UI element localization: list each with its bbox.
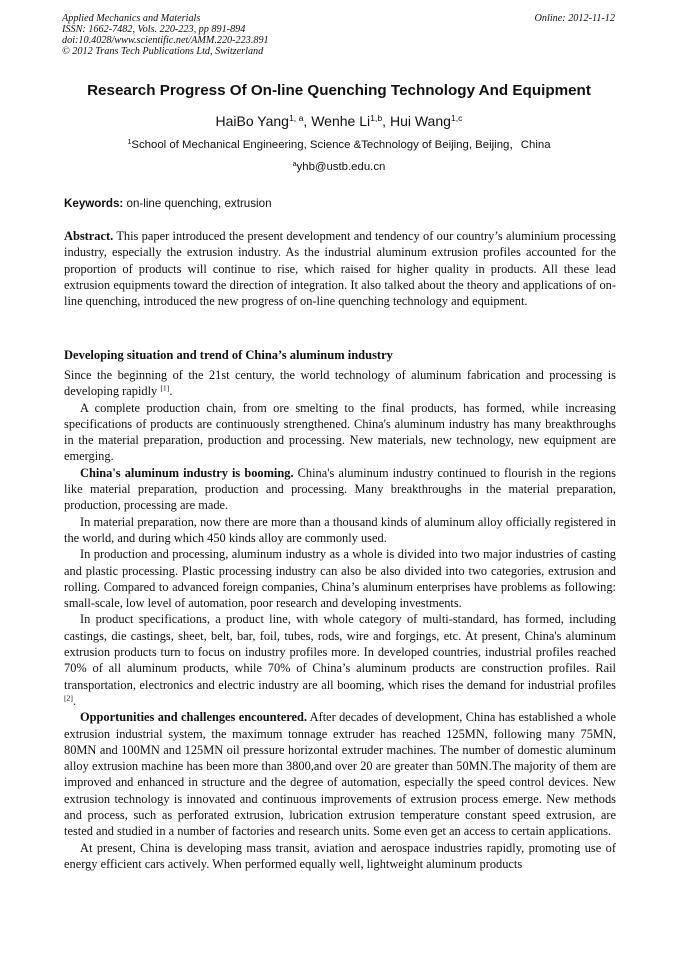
paragraph: At present, China is developing mass transit, aviation and aerospace industries rapidly, promoting use of energy efficient cars actively. When performed equally well, lightweight aluminum products [64,840,616,871]
citation: [1] [160,383,170,393]
email-address: yhb@ustb.edu.cn [296,161,386,173]
paragraph-end: . [169,384,173,399]
affiliation [30,138,648,152]
paragraph [64,709,616,839]
abstract [64,228,616,309]
paragraph-text: China's aluminum industry continued to flourish in the regions like material preparation, production and processing. Many breakthroughs in the material preparation, production, processing are made. [64,465,616,513]
journal-metadata [62,13,269,57]
author-separator: , [382,113,390,129]
author-list [30,112,648,130]
contact-email [30,160,648,174]
paragraph: A complete production chain, from ore smelting to the final products, has formed, while increasing specifications of products are continuously strengthened. China's aluminum industry has many breakthroughs in the material preparation, production and processing. New materials, new technology, new equipment are emerging. [64,400,616,464]
paragraph-lead: Opportunities and challenges encountered. [80,710,307,725]
citation: [2] [64,693,73,703]
abstract-label: Abstract. [64,229,114,243]
paper-title: Research Progress Of On-line Quenching Technology And Equipment [87,82,591,99]
paragraph-text: In product specifications, a product line, with whole category of multi-standard, has formed, including castings, die castings, sheet, belt, bar, foil, tubes, rods, wire and forgings, etc. At present, China's aluminum extrusion products turn to focus on industry profiles more. In developed countries, industrial profiles reached 70% of all aluminum products, while 70% of China’s aluminum products are construction profiles. Rail transportation, electronics and electric industry are all booming, which rises the demand for industrial profiles [64,612,616,692]
paragraph: In production and processing, aluminum industry as a whole is divided into two major industries of casting and plastic processing. Plastic processing industry can also be also divided into two categories, extrusion and rolling. Compared to advanced foreign companies, China’s aluminum enterprises have problems as following: small-scale, low level of automation, poor research and developing investments. [64,547,616,611]
author-name: Hui Wang [389,113,451,129]
keywords-label: Keywords: [64,197,124,210]
author-separator: , [303,113,312,129]
journal-name: Applied Mechanics and Materials [62,13,201,24]
copyright-line: © 2012 Trans Tech Publications Ltd, Switzerland [62,46,264,57]
email-mark: a [292,160,297,168]
author-affiliation-mark: 1, a [288,112,304,123]
doi-line: doi:10.4028/www.scientific.net/AMM.220-223.891 [62,35,269,46]
paragraph [64,465,616,514]
affiliation-text: School of Mechanical Engineering, Science &Technology of Beijing, Beijing，China [131,139,551,151]
issn-line: ISSN: 1662-7482, Vols. 220-223, pp 891-894 [62,24,246,35]
paragraph-text: After decades of development, China has established a whole extrusion industrial system, the maximum tonnage extruder has reached 125MN, following many 75MN, 80MN and 100MN and 125MN oil pressure horizontal extruder machines. The number of domestic aluminum alloy extrusion machine has been more than 3800,and over 20 are greater than 50MN.The majority of them are improved and enhanced in structure and the degree of automation, especially the speed control devices. New extrusion technology is innovated and continuous improvements of extrusion process emerge. New methods and process, such as perforated extrusion, lubrication extrusion temperature constant speed extrusion, are tested and studied in a number of factories and research units. Some even get an access to certain applications. [64,710,616,839]
online-date: Online: 2012-11-12 [534,13,615,24]
paragraph [64,367,616,400]
keywords-text: on-line quenching, extrusion [123,197,272,210]
author-name: HaiBo Yang [215,113,289,129]
paragraph [64,611,616,709]
paragraph: In material preparation, now there are more than a thousand kinds of aluminum alloy officially registered in the world, and during which 450 kinds alloy are commonly used. [64,514,616,545]
section-body [64,367,616,872]
affiliation-mark: 1 [127,138,132,146]
paragraph-lead: China's aluminum industry is booming. [80,465,294,480]
abstract-text: This paper introduced the present development and tendency of our country’s aluminium processing industry, especially the extrusion industry. As the industrial aluminum extrusion profiles accounted for the proportion of products will continue to rise, which raised for higher quality in products. All these lead extrusion equipments toward the direction of integration. It also talked about the theory and applications of on-line quenching, introduced the new progress of on-line quenching technology and equipment. [64,229,616,309]
paragraph-end: . [72,693,77,708]
section-heading: Developing situation and trend of China’s aluminum industry [64,348,393,362]
author-name: Wenhe Li [311,113,371,129]
author-affiliation-mark: 1,b [370,112,383,123]
author-affiliation-mark: 1,c [450,112,463,123]
paragraph-text: Since the beginning of the 21st century, the world technology of aluminum fabrication and processing is developing rapidly [64,368,616,399]
keywords [64,197,616,211]
